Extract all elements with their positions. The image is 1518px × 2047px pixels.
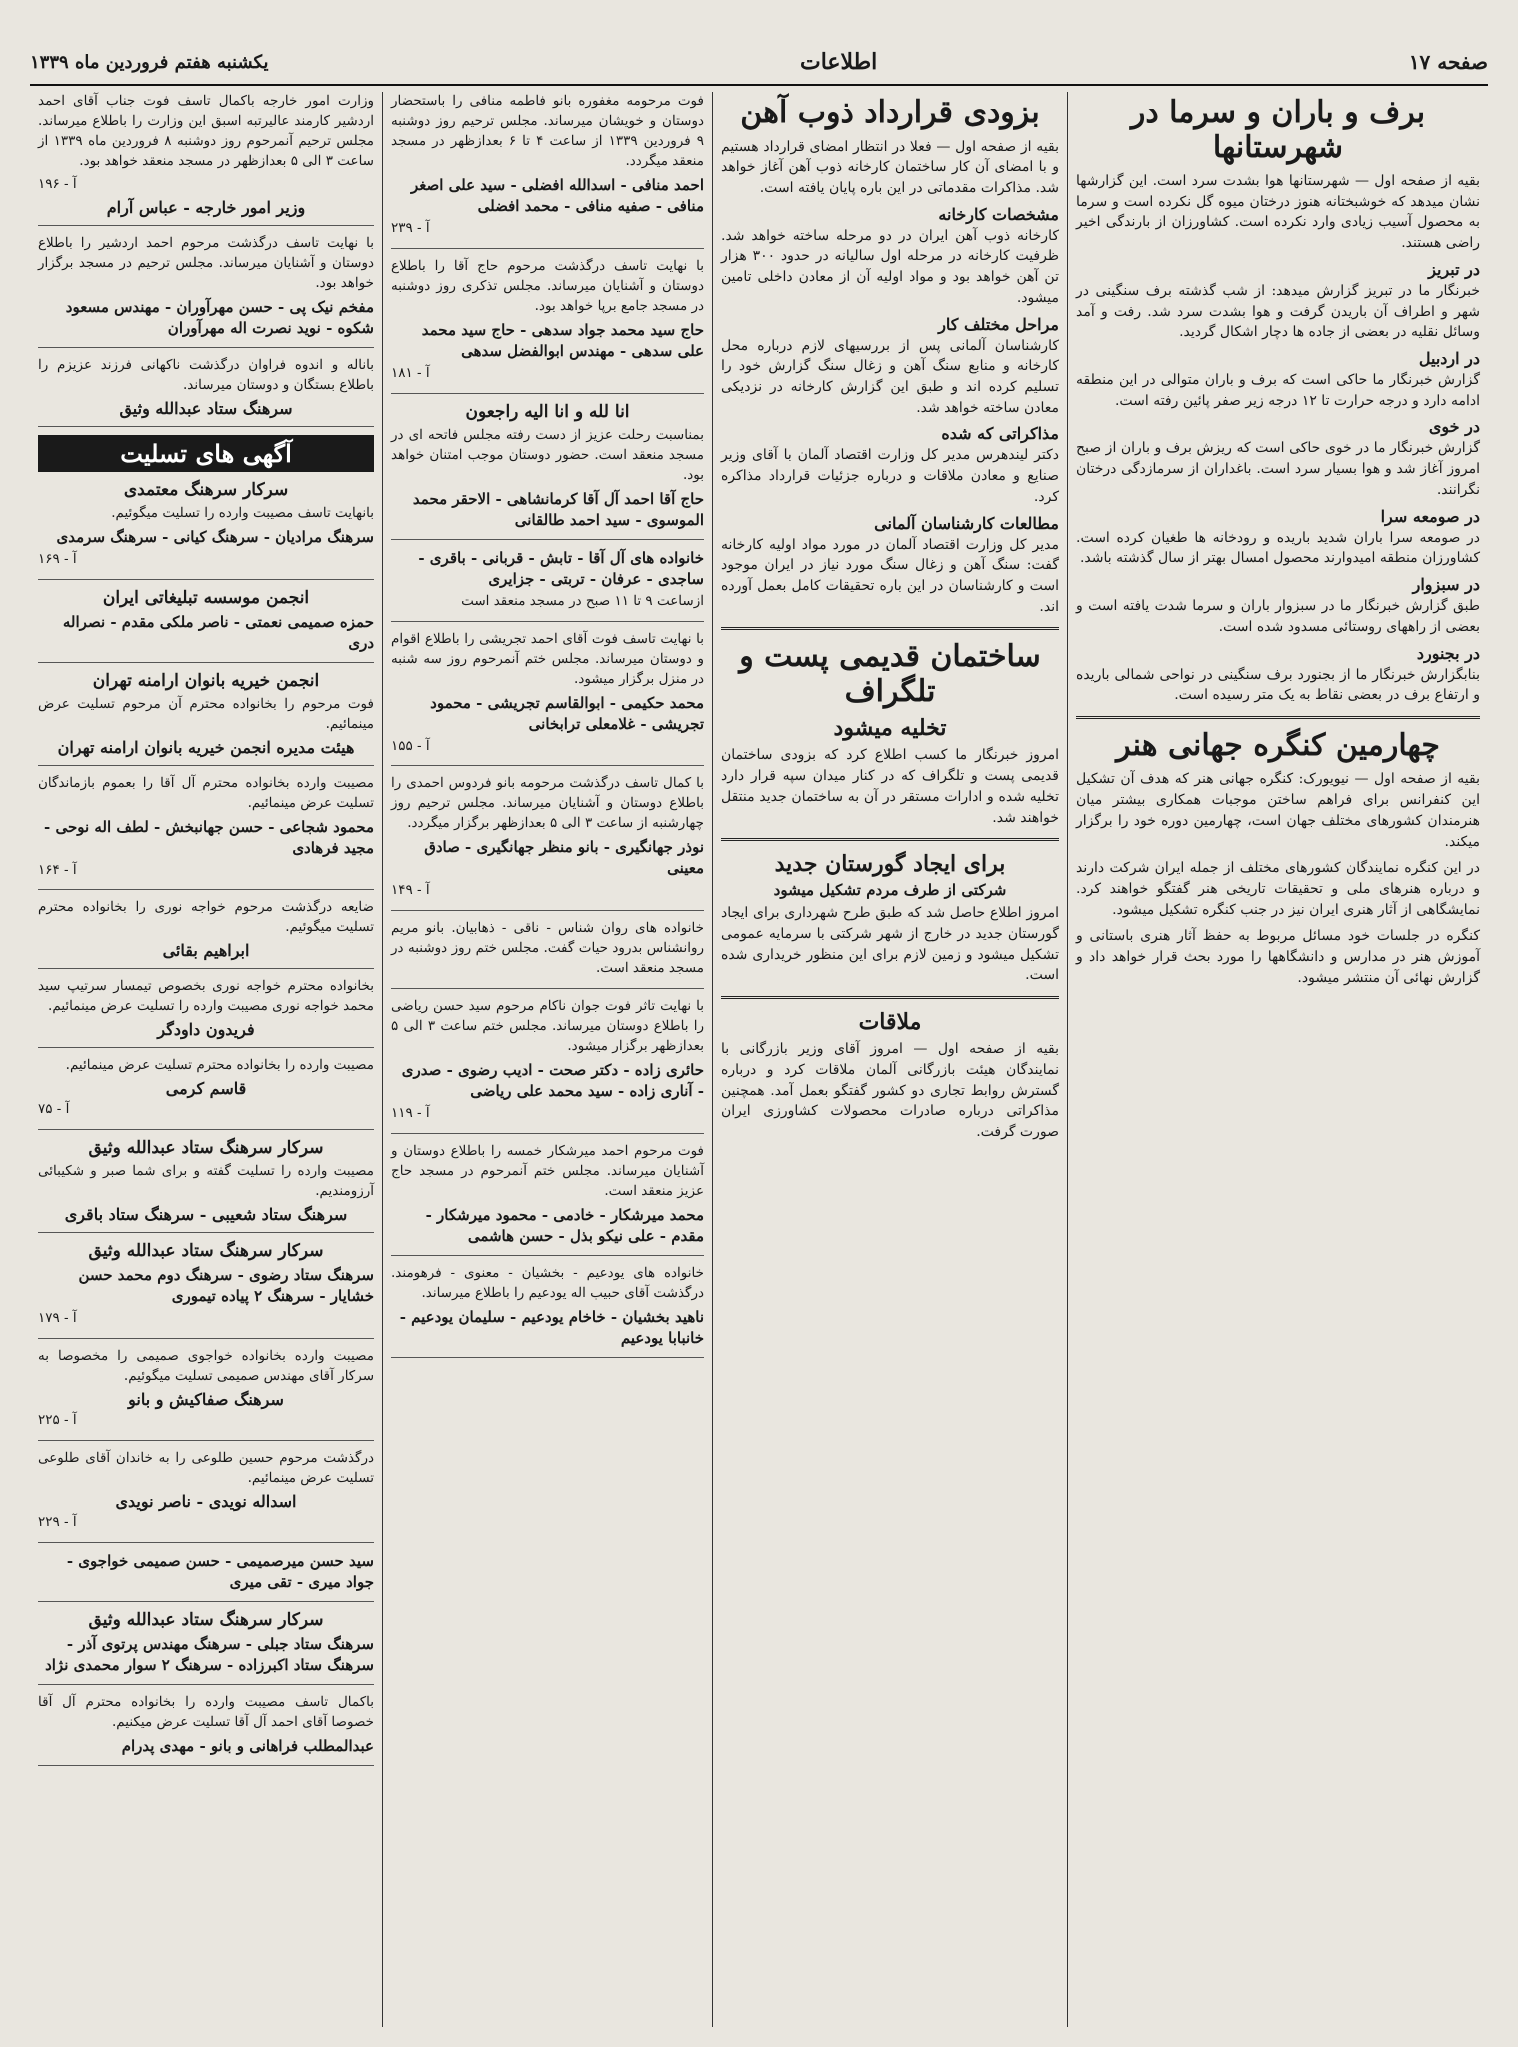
- notice-body: ازساعت ۹ تا ۱۱ صبح در مسجد منعقد است: [461, 592, 704, 609]
- notice-recipient: سرکار سرهنگ ستاد عبدالله وثیق: [88, 1138, 324, 1159]
- weather-section-title: در سبزوار: [1412, 575, 1480, 595]
- notice-names: سرهنگ ستاد رضوی - سرهنگ دوم محمد حسن خشایار - سرهنگ ۲ پیاده تیموری: [78, 1266, 374, 1306]
- cemetery-body: امروز اطلاع حاصل شد که طبق طرح شهرداری برای ایجاد گورستان جدید در خارج از شهر شرکتی با سرمایه عمومی تشکیل میشود و زمین لازم برای این منظور خریداری شده است.: [721, 905, 1059, 984]
- notice-signature: فریدون داودگر: [157, 1020, 255, 1040]
- condolence-notice: [38, 1347, 374, 1441]
- notice-body: بانهایت تاسف مصیبت وارده را تسلیت میگوئیم.: [111, 504, 374, 521]
- divider: [721, 627, 1059, 630]
- ad-code: آ - ۱۱۹: [391, 1105, 430, 1122]
- notice-names: سرهنگ ستاد جبلی - سرهنگ مهندس پرتوی آذر - سرهنگ ستاد اکبرزاده - سرهنگ ۲ سوار محمدی نژاد: [45, 1635, 374, 1674]
- art-congress-headline: چهارمین کنگره جهانی هنر: [1116, 727, 1440, 763]
- condolence-notice: [38, 898, 374, 969]
- post-office-subheadline: تخلیه میشود: [833, 715, 947, 742]
- notice-signature: وزیر امور خارجه - عباس آرام: [106, 197, 306, 217]
- notice-names: حاج آقا احمد آل آقا کرمانشاهی - الاحقر محمد الموسوی - سید احمد طالقانی: [412, 489, 704, 529]
- condolence-notice: [38, 977, 374, 1048]
- notice-body: فوت مرحوم را بخانواده محترم آن مرحوم تسلیت عرض مینمائیم.: [38, 695, 374, 732]
- steel-headline: بزودی قرارداد ذوب آهن: [740, 95, 1040, 130]
- condolence-ads-banner: آگهی های تسلیت: [38, 435, 374, 472]
- notice-recipient: انجمن خیریه بانوان ارامنه تهران: [92, 670, 320, 691]
- notice-names: نوذر جهانگیری - بانو منظر جهانگیری - صادق معینی: [424, 838, 704, 878]
- ad-code: آ - ۱۵۵: [391, 737, 430, 754]
- notice-names: حمزه صمیمی نعمتی - ناصر ملکی مقدم - نصراله دری: [62, 612, 374, 652]
- obituary-notice: [391, 997, 704, 1134]
- notice-names: محمد میرشکار - خادمی - محمود میرشکار - مقدم - علی نیکو بذل - حسن هاشمی: [425, 1206, 704, 1246]
- steel-body: دکتر لیندهرس مدیر کل وزارت اقتصاد آلمان با آقای وزیر صنایع و معادن ملاقات و درباره جزئیات قرارداد مذاکره کرد.: [721, 447, 1059, 505]
- notice-recipient: سرکار سرهنگ ستاد عبدالله وثیق: [88, 1610, 324, 1630]
- obituary-notice: [391, 92, 704, 249]
- steel-intro: بقیه از صفحه اول — فعلا در انتظار امضای قرارداد هستیم و با امضای آن کار ساختمان کارخانه ذوب آهن آغاز خواهد شد. مذاکرات مقدماتی در این باره پایان یافته است.: [721, 138, 1059, 196]
- ad-code: آ - ۲۲۵: [38, 1412, 77, 1429]
- obituary-notice: [391, 257, 704, 394]
- obituary-notice: [391, 1264, 704, 1358]
- condolence-notice: [38, 774, 374, 891]
- condolence-notice: [38, 671, 374, 766]
- ad-code: آ - ۱۹۶: [38, 175, 77, 192]
- ad-code: آ - ۱۷۹: [38, 1310, 77, 1327]
- condolence-notice: [38, 1241, 374, 1339]
- notice-body: با نهایت تاسف درگذشت مرحوم حاج آقا را باطلاع دوستان و آشنایان میرساند. مجلس تذکری روز دوشنبه در مسجد جامع برپا خواهد بود.: [391, 257, 704, 314]
- column-condolences: [30, 92, 382, 2027]
- notice-names: مفخم نیک پی - حسن مهرآوران - مهندس مسعود شکوه - نوید نصرت اله مهرآوران: [65, 297, 374, 337]
- notice-names: ناهید بخشیان - خاخام یودعیم - سلیمان یودعیم - خانبابا یودعیم: [399, 1307, 704, 1347]
- notice-body: با نهایت تاسف فوت آقای احمد تجریشی را باطلاع اقوام و دوستان میرساند. مجلس ختم آنمرحوم روز سه شنبه در منزل برگزار میشود.: [391, 630, 704, 687]
- weather-section-body: طبق گزارش خبرنگار ما در سبزوار باران و سرما شدت یافته است و بعضی از راههای روستائی مسدود شده است.: [1076, 598, 1480, 635]
- weather-section-title: در تبریز: [1428, 259, 1480, 279]
- condolence-notice: [38, 1693, 374, 1766]
- notice-signature: سرهنگ ستاد شعیبی - سرهنگ ستاد باقری: [64, 1205, 348, 1225]
- condolence-notice: [38, 588, 374, 663]
- weather-section-title: در بجنورد: [1416, 643, 1480, 663]
- condolence-notice: [38, 1056, 374, 1130]
- condolence-notice: [38, 1138, 374, 1233]
- column-weather-art: [1067, 92, 1488, 2027]
- condolence-notice: [38, 356, 374, 427]
- column-obituaries: [382, 92, 712, 2027]
- notice-names: احمد منافی - اسدالله افضلی - سید علی اصغر منافی - صفیه منافی - محمد افضلی: [411, 175, 704, 215]
- notice-body: درگذشت مرحوم حسین طلوعی را به خاندان آقای طلوعی تسلیت عرض مینمائیم.: [38, 1450, 374, 1487]
- obituary-notice: [391, 774, 704, 911]
- notice-recipient: انجمن موسسه تبلیغاتی ایران: [102, 587, 310, 608]
- ad-code: آ - ۷۵: [38, 1101, 70, 1118]
- notice-body: مصیبت وارده بخانواده خواجوی صمیمی را مخصوصا به سرکار آقای مهندس صمیمی تسلیت میگوئیم.: [38, 1348, 374, 1385]
- notice-body: با نهایت تاثر فوت جوان ناکام مرحوم سید حسن ریاضی را باطلاع دوستان میرساند. مجلس ختم ساعت ۳ الی ۵ بعدازظهر برگزار میشود.: [391, 998, 704, 1055]
- meeting-body: بقیه از صفحه اول — امروز آقای وزیر بازرگانی با نمایندگان هیئت بازرگانی آلمان ملاقات کرد و درباره گسترش روابط تجاری دو کشور گفتگو بعمل آمد. همچنین مذاکراتی درباره صادرات محصولات کشاورزی ایران صورت گرفت.: [721, 1041, 1059, 1141]
- notice-body: وزارت امور خارجه باکمال تاسف فوت جناب آقای احمد اردشیر کارمند عالیرتبه اسبق این وزارت را باطلاع میرساند. مجلس ترحیم آنمرحوم روز دوشنبه ۸ فروردین ماه ۱۳۳۹ از ساعت ۳ الی ۵ بعدازظهر در مسجد منعقد خواهد بود.: [38, 93, 375, 169]
- obituary-notice: [391, 1142, 704, 1256]
- notice-names: سید حسن میرصمیمی - حسن صمیمی خواجوی - جواد میری - تقی میری: [66, 1552, 374, 1591]
- notice-body: خانواده های روان شناس - ناقی - ذهابیان. بانو مریم روانشناس بدرود حیات گفت. مجلس ختم روز دوشنبه در مسجد منعقد است.: [391, 920, 704, 977]
- meeting-headline: ملاقات: [858, 1009, 922, 1036]
- condolence-notice: [38, 1449, 374, 1543]
- condolence-notice: [38, 1551, 374, 1602]
- notice-names: محمد حکیمی - ابوالقاسم تجریشی - محمود تجریشی - غلامعلی ترابخانی: [430, 693, 704, 733]
- divider: [1076, 716, 1480, 719]
- steel-subheading: مراحل مختلف کار: [938, 314, 1059, 334]
- post-office-headline: ساختمان قدیمی پست و تلگراف: [739, 639, 1041, 709]
- obituary-notice: [391, 402, 704, 540]
- divider: [721, 996, 1059, 999]
- weather-section-body: در صومعه سرا باران شدید باریده و رودخانه ها طغیان کرده است. کشاورزان منطقه امیدوارند محصول امسال بهتر از سال گذشته باشد.: [1076, 529, 1480, 567]
- notice-title: انا لله و انا الیه راجعون: [465, 401, 630, 422]
- art-congress-body: در این کنگره نمایندگان کشورهای مختلف از جمله ایران شرکت دارند و درباره هنرهای ملی و تحقیقات تاریخی هنر گفتگو خواهند کرد. نمایشگاهی از آثار هنری ایران نیز در جنب کنگره تشکیل میشود.: [1076, 860, 1480, 918]
- columns: [30, 92, 1488, 2027]
- notice-body: فوت مرحوم احمد میرشکار خمسه را باطلاع دوستان و آشنایان میرساند. مجلس ختم آنمرحوم در مسجد حاج عزیز منعقد است.: [391, 1143, 704, 1200]
- issue-date: یکشنبه هفتم فروردین ماه ۱۳۳۹: [30, 51, 269, 73]
- weather-section-title: در خوی: [1428, 417, 1480, 437]
- obituary-notice: [391, 630, 704, 767]
- notice-names: حائری زاده - دکتر صحت - ادیب رضوی - صدری - آناری زاده - سید محمد علی ریاضی: [401, 1061, 704, 1101]
- steel-body: کارخانه ذوب آهن ایران در دو مرحله ساخته خواهد شد. ظرفیت کارخانه در مرحله اول سالیانه در حدود ۳۰۰ هزار تن آهن خواهد بود و مواد اولیه آن از معادن داخلی تامین میشود.: [721, 227, 1059, 306]
- steel-body: مدیر کل وزارت اقتصاد آلمان در مورد مواد اولیه کارخانه گفت: سنگ آهن و زغال سنگ مورد نیاز در ایران موجود است و کارشناسان در این باره تحقیقات کامل بعمل آورده اند.: [721, 536, 1059, 615]
- ad-code: آ - ۱۸۱: [391, 364, 430, 381]
- art-congress-body: کنگره در جلسات خود مسائل مربوط به حفظ آثار هنری باستانی و آموزش هنر در مدارس و دانشگاهها را مورد بحث قرار خواهد داد و گزارش نهائی آن منتشر میشود.: [1076, 928, 1480, 986]
- notice-families: خانواده های آل آقا - تابش - قربانی - باقری - ساجدی - عرفان - تربتی - جزایری: [418, 548, 704, 588]
- condolence-notice: [38, 92, 374, 226]
- weather-section-title: در صومعه سرا: [1380, 506, 1480, 526]
- notice-body: مصیبت وارده بخانواده محترم آل آقا را بعموم بازماندگان تسلیت عرض مینمائیم.: [38, 774, 374, 811]
- art-congress-body: بقیه از صفحه اول — نیویورک: کنگره جهانی هنر که هدف آن تشکیل این کنفرانس برای فراهم ساختن موجبات همکاری بیشتر میان هنرمندان کشورهای مختلف جهان است، چهارمین دوره خود را برگزار میکند.: [1076, 771, 1480, 850]
- steel-subheading: مشخصات کارخانه: [938, 204, 1059, 224]
- ad-code: آ - ۱۶۴: [38, 861, 77, 878]
- divider: [721, 838, 1059, 841]
- condolence-notice: [38, 234, 374, 348]
- ad-code: آ - ۱۶۹: [38, 550, 77, 567]
- newspaper-name: اطلاعات: [800, 49, 878, 75]
- masthead: [30, 40, 1488, 86]
- condolence-notice: [38, 1610, 374, 1685]
- weather-section-body: گزارش خبرنگار ما در خوی حاکی است که ریزش برف و باران از صبح امروز آغاز شد و هوا بسیار سرد است. باغداران از سرمازدگی درختان نگرانند.: [1076, 440, 1480, 498]
- notice-recipient: سرکار سرهنگ ستاد عبدالله وثیق: [88, 1241, 324, 1262]
- cemetery-headline: برای ایجاد گورستان جدید: [774, 851, 1006, 878]
- notice-body: با کمال تاسف درگذشت مرحومه بانو فردوس احمدی را باطلاع دوستان و آشنایان میرساند. مجلس ترحیم روز چهارشنبه از ساعت ۳ الی ۵ بعدازظهر برگزار میگردد.: [391, 775, 704, 832]
- obituary-notice: [391, 919, 704, 989]
- notice-names: سرهنگ مرادیان - سرهنگ کیانی - سرهنگ سرمدی: [56, 527, 374, 546]
- weather-section-title: در اردبیل: [1418, 349, 1480, 369]
- notice-body: بمناسبت رحلت عزیز از دست رفته مجلس فاتحه ای در مسجد منعقد است. حضور دوستان موجب امتنان خواهد بود.: [391, 426, 704, 483]
- page-number: صفحه ۱۷: [1408, 50, 1488, 74]
- steel-body: کارشناسان آلمانی پس از بررسیهای لازم درباره محل کارخانه و منابع سنگ آهن و زغال سنگ گزارش خود را تسلیم کرده اند و طبق این گزارش کارخانه در نزدیکی معادن ساخته خواهد شد.: [721, 337, 1059, 416]
- ad-code: آ - ۱۴۹: [391, 882, 430, 899]
- notice-names: حاج سید محمد جواد سدهی - حاج سید محمد علی سدهی - مهندس ابوالفضل سدهی: [421, 320, 704, 360]
- notice-body: فوت مرحومه مغفوره بانو فاطمه منافی را باستحضار دوستان و خویشان میرساند. مجلس ترحیم روز دوشنبه ۹ فروردین ۱۳۳۹ از ساعت ۴ تا ۶ بعدازظهر در مسجد منعقد میگردد.: [391, 93, 704, 169]
- notice-body: ضایعه درگذشت مرحوم خواجه نوری را بخانواده محترم تسلیت میگوئیم.: [38, 899, 374, 936]
- notice-signature: اسداله نویدی - ناصر نویدی: [115, 1492, 297, 1512]
- weather-section-body: بنابگزارش خبرنگار ما از بجنورد برف سنگینی در نواحی شمالی باریده و ارتفاع برف در بعضی نقاط به یک متر رسیده است.: [1076, 666, 1480, 704]
- weather-section-body: خبرنگار ما در تبریز گزارش میدهد: از شب گذشته برف سنگینی در شهر و اطراف آن باریدن گرفت و هوا بشدت سرد شد. رفت و آمد وسائل نقلیه در بعضی از جاده ها دچار اشکال گردید.: [1076, 282, 1480, 341]
- condolence-notice: [38, 480, 374, 580]
- notice-body: مصیبت وارده را بخانواده محترم تسلیت عرض مینمائیم.: [65, 1057, 374, 1074]
- ad-code: آ - ۲۳۹: [391, 219, 430, 236]
- notice-names: محمود شجاعی - حسن جهانبخش - لطف اله نوحی - مجید فرهادی: [44, 817, 374, 857]
- notice-body: مصیبت وارده را تسلیت گفته و برای شما صبر و شکیبائی آرزومندیم.: [38, 1163, 374, 1200]
- obituary-notice: [391, 548, 704, 622]
- weather-intro: بقیه از صفحه اول — شهرستانها هوا بشدت سرد است. این گزارشها نشان میدهد که خوشبختانه هنوز درختان میوه گل نکرده است و سرما به محصول آسیب زیادی وارد نکرده است. کشاورزان از بارندگی اخیر راضی هستند.: [1076, 173, 1480, 252]
- notice-body: باکمال تاسف مصیبت وارده را بخانواده محترم آل آقا خصوصا آقای احمد آل آقا تسلیت عرض میکنیم.: [38, 1694, 374, 1730]
- weather-headline: برف و باران و سرما در شهرستانها: [1130, 95, 1426, 165]
- notice-body: باناله و اندوه فراوان درگذشت ناکهانی فرزند عزیزم را باطلاع بستگان و دوستان میرساند.: [38, 356, 374, 393]
- notice-signature: قاسم کرمی: [165, 1079, 247, 1099]
- notice-names: عبدالمطلب فراهانی و بانو - مهدی پدرام: [121, 1736, 374, 1755]
- cemetery-subheadline: شرکتی از طرف مردم تشکیل میشود: [773, 881, 1007, 900]
- notice-signature: ابراهیم بقائی: [162, 941, 250, 961]
- notice-signature: سرهنگ ستاد عبدالله وثیق: [119, 398, 293, 418]
- ad-code: آ - ۲۲۹: [38, 1514, 77, 1531]
- notice-body: با نهایت تاسف درگذشت مرحوم احمد اردشیر را باطلاع دوستان و آشنایان میرساند. مجلس ترحیم در مسجد برگزار خواهد بود.: [38, 234, 374, 291]
- notice-recipient: سرکار سرهنگ معتمدی: [123, 479, 289, 500]
- steel-subheading: مطالعات کارشناسان آلمانی: [874, 513, 1059, 533]
- post-office-body: امروز خبرنگار ما کسب اطلاع کرد که بزودی ساختمان قدیمی پست و تلگراف که در کنار میدان سپه قرار دارد تخلیه شده و ادارات مستقر در آن به ساختمان جدید منتقل خواهند شد.: [721, 747, 1059, 826]
- column-steel-news: [712, 92, 1067, 2027]
- notice-signature: هیئت مدیره انجمن خیریه بانوان ارامنه تهران: [57, 737, 355, 757]
- notice-body: بخانواده محترم خواجه نوری بخصوص تیمسار سرتیپ سید محمد خواجه نوری مصیبت وارده را تسلیت عرض مینمائیم.: [38, 978, 374, 1015]
- weather-section-body: گزارش خبرنگار ما حاکی است که برف و باران متوالی در این منطقه ادامه دارد و درجه حرارت تا ۱۲ درجه زیر صفر پائین رفته است.: [1076, 372, 1480, 409]
- notice-body: خانواده های یودعیم - بخشیان - معنوی - فرهومند. درگذشت آقای حبیب اله یودعیم را باطلاع میرساند.: [391, 1265, 704, 1301]
- steel-subheading: مذاکراتی که شده: [941, 424, 1059, 444]
- notice-signature: سرهنگ صفاکیش و بانو: [128, 1390, 284, 1410]
